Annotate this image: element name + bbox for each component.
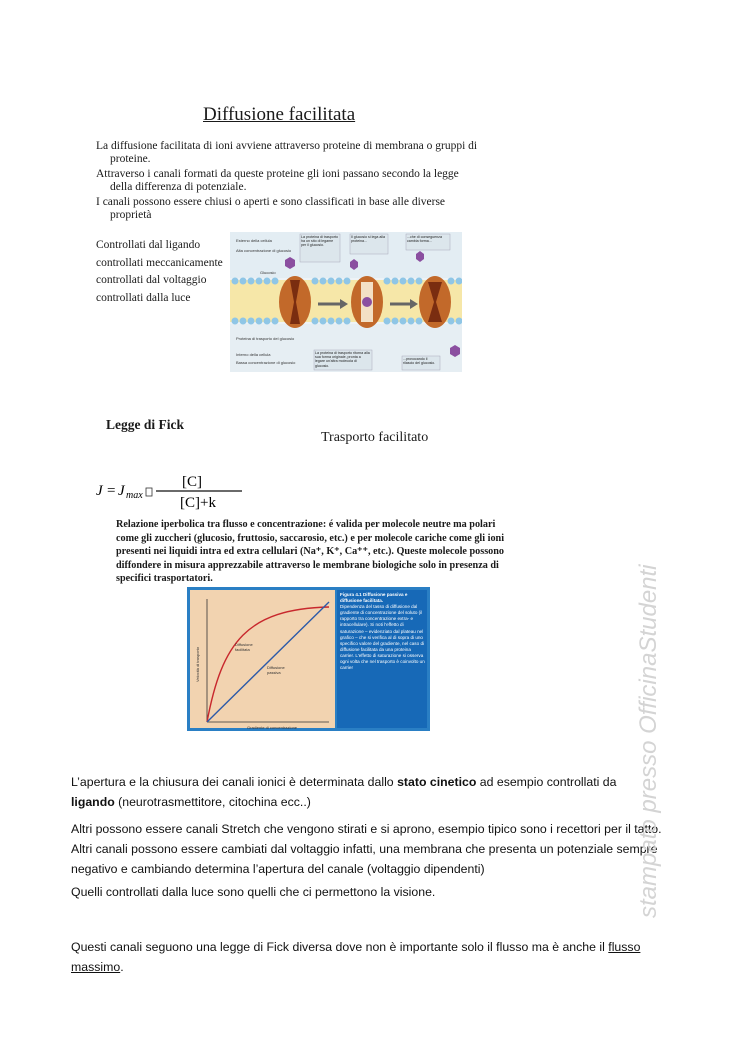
diagram-label-outside: Esterno della cellula: [236, 238, 272, 243]
transport-protein: [351, 276, 383, 328]
body-text: ad esempio controllati da: [476, 775, 617, 789]
list-item: controllati dal voltaggio: [96, 274, 207, 286]
paragraph-2-line2: della differenza di potenziale.: [110, 181, 247, 193]
body-bold-stato-cinetico: stato cinetico: [397, 775, 477, 789]
paragraph-1-line1: La diffusione facilitata di ioni avviene attraverso proteine di membrana o gruppi di: [96, 140, 478, 152]
formula-max-subscript: max: [126, 490, 143, 501]
diagram-label-inside: Interno della cellula: [236, 352, 271, 357]
chart-area: [190, 590, 335, 728]
formula-j: J: [96, 483, 103, 499]
diagram-callout-2: Il glucosio si lega alla proteina...: [351, 235, 385, 244]
paragraph-2: [96, 168, 486, 194]
curve-label-facilitated: Diffusione facilitata: [235, 642, 253, 652]
paragraph-3-line2: proprietà: [110, 209, 152, 221]
body-text: Quelli controllati dalla luce sono quelli che ci permettono la visione.: [71, 885, 436, 899]
body-underline-flusso-massimo: flusso massimo: [71, 940, 641, 974]
body-paragraph-2: [71, 819, 671, 879]
diagram-label-glucose: Glucosio: [260, 270, 276, 275]
svg-text:=: =: [107, 483, 116, 499]
transport-protein: [419, 276, 451, 328]
transport-subtitle: Trasporto facilitato: [321, 430, 429, 445]
chart-x-label: Gradiente di concentrazione: [247, 725, 298, 730]
diagram-callout-3: ...che di conseguenza cambia forma...: [407, 235, 442, 244]
watermark-text: stampato presso OfficinaStudenti: [635, 564, 662, 918]
paragraph-3: [96, 196, 486, 222]
membrane-transport-diagram: [230, 232, 462, 372]
body-paragraph-3: [71, 882, 671, 902]
list-item: controllati meccanicamente: [96, 256, 223, 269]
transport-protein: [279, 276, 311, 328]
figure-caption-title: Figura 4.1 Diffusione passiva e diffusione facilitata.: [340, 592, 408, 604]
paragraph-2-line1: Attraverso i canali formati da queste proteine gli ioni passano secondo la legge: [96, 168, 459, 180]
formula-denominator: [C]+k: [180, 495, 216, 511]
list-item: Controllati dal ligando: [96, 239, 201, 251]
curve-label-passive: Diffusione passiva: [267, 665, 285, 675]
body-text: Questi canali seguono una legge di Fick diversa dove non è importante solo il flusso ma è anche il: [71, 940, 609, 954]
paragraph-1-line2: proteine.: [110, 153, 151, 165]
paragraph-1: [96, 140, 486, 166]
formula-jmax: J: [118, 483, 125, 499]
body-paragraph-1: [71, 772, 671, 812]
figure-diffusion-chart: [187, 587, 430, 731]
body-text: Altri possono essere canali Stretch che vengono stirati e si aprono, esempio tipico sono i recettori per il tatto. Altri canali possono essere cambiati dal voltaggio infatti, una membrana che presenta un potenziale sempre negativo e cambiando determina l’apertura del canale (voltaggio dipendenti): [71, 822, 662, 876]
figure-caption-body: Dipendenza del tasso di diffusione dal gradiente di concentrazione del soluto (il rapporto tra concentrazione extra- e intracellulare). Si noti l'effetto di saturazione – evidenziato dal plateau nel grafico – che si verifica al di sopra di uno specifico valore del gradiente, nel caso di diffusione facilitata da una proteina carrier. L'effetto di saturazione si osserva ogni volta che nel trasporto è coinvolto un carrier: [340, 604, 425, 671]
chart-y-label: Velocità di trasporto: [195, 646, 200, 682]
watermark: [620, 540, 670, 920]
formula-numerator: [C]: [182, 474, 202, 490]
body-paragraph-4: [71, 937, 671, 977]
diagram-callout-1: La proteina di trasporto ha un sito di legame per il glucosio.: [301, 235, 338, 248]
diagram-callout-4: La proteina di trasporto ritorna alla sua forma originale, pronta a legare un'altra molecola di glucosio.: [315, 351, 370, 368]
diagram-label-high-conc: Alta concentrazione di glucosio: [236, 248, 292, 253]
list-item: controllati dalla luce: [96, 291, 191, 304]
body-text: .: [120, 960, 124, 974]
diagram-label-protein: Proteina di trasporto del glucosio: [236, 336, 295, 341]
body-text: (neurotrasmettitore, citochina ecc..): [114, 795, 311, 809]
body-bold-ligando: ligando: [71, 795, 115, 809]
body-text: L’apertura e la chiusura dei canali ionici è determinata dallo: [71, 775, 398, 789]
channel-types-list: [96, 237, 223, 307]
diagram-label-low-conc: Bassa concentrazione di glucosio: [236, 360, 296, 365]
fick-formula: [96, 468, 256, 512]
relation-paragraph: Relazione iperbolica tra flusso e concentrazione: é valida per molecole neutre ma polari come gli zuccheri (glucosio, fruttosio, saccarosio, etc.) e per molecole cariche come gli ioni presenti nei liquidi intra ed extra cellulari (Na⁺, K⁺, Ca⁺⁺, etc.). Queste molecole possono diffondere in misura apprezzabile attraverso le membrane biologiche solo in presenza di specifici trasportatori.: [116, 519, 505, 584]
diagram-callout-5: ...provocando il rilascio del glucosio.: [403, 357, 436, 366]
section-title: Diffusione facilitata: [203, 104, 356, 125]
fick-heading: Legge di Fick: [106, 417, 184, 432]
paragraph-3-line1: I canali possono essere chiusi o aperti e sono classificati in base alle diverse: [96, 196, 446, 208]
